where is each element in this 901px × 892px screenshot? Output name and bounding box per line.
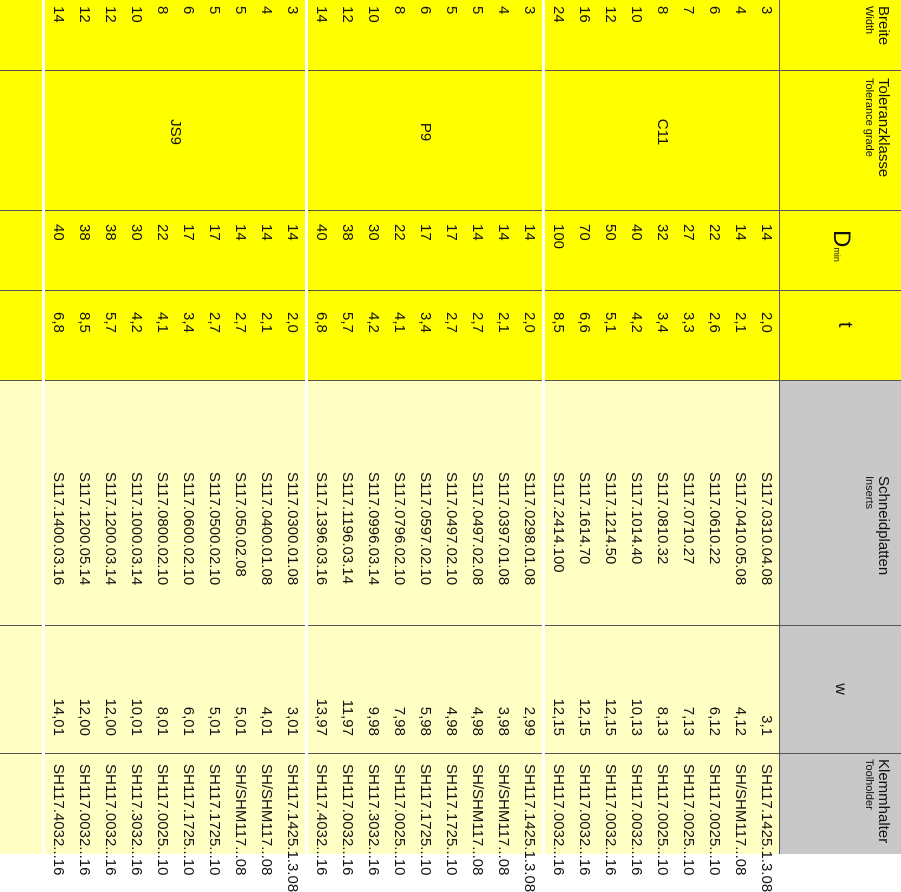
tolerance-header: Toleranzklasse Tolerance grade (863, 78, 892, 178)
t-cell: 2,6 (706, 312, 723, 333)
insert-cell: S117.1200.05.14 (76, 472, 93, 586)
table-row (279, 0, 305, 892)
w-cell: 12,15 (602, 698, 619, 736)
dmin-cell: 17 (180, 224, 197, 241)
width-cell: 14 (313, 6, 330, 23)
width-cell: 6 (417, 6, 434, 15)
w-cell: 3,98 (495, 706, 512, 736)
holder-cell: SH/SHM117...08 (732, 764, 749, 876)
holder-cell: SH117.0025...10 (154, 764, 171, 876)
holder-cell: SH117.0032...16 (550, 764, 567, 876)
width-cell: 12 (602, 6, 619, 23)
group-divider (42, 0, 45, 854)
width-cell: 16 (576, 6, 593, 23)
holder-cell: SH117.4032...16 (50, 764, 67, 876)
insert-cell: S117.0597.02.10 (417, 472, 434, 586)
width-cell: 5 (443, 6, 460, 15)
width-cell: 3 (758, 6, 775, 15)
insert-cell: S117.0310.04.08 (758, 472, 775, 586)
w-cell: 6,12 (706, 706, 723, 736)
width-cell: 12 (76, 6, 93, 23)
insert-cell: S117.1200.03.14 (102, 472, 119, 586)
holder-cell: SH/SHM117...08 (469, 764, 486, 876)
width-cell: 5 (232, 6, 249, 15)
holder-cell: SH117.1725...10 (206, 764, 223, 876)
t-cell: 5,7 (102, 312, 119, 333)
insert-cell: S117.0500.02.10 (206, 472, 223, 586)
dmin-cell: 14 (284, 224, 301, 241)
dmin-cell: 22 (706, 224, 723, 241)
t-cell: 2,1 (732, 312, 749, 333)
table-row (464, 0, 490, 876)
table-row (123, 0, 149, 876)
tolerance-group-label: C11 (654, 118, 671, 146)
width-cell: 5 (206, 6, 223, 15)
table-row (253, 0, 279, 876)
holder-cell: SH117.0032...16 (339, 764, 356, 876)
holder-cell: SH117.1725...10 (180, 764, 197, 876)
table-row (201, 0, 227, 876)
insert-cell: S117.0996.03.14 (365, 472, 382, 586)
t-header: t (834, 322, 856, 328)
tolerance-group-label: JS9 (167, 119, 184, 145)
width-cell: 10 (365, 6, 382, 23)
table-row (675, 0, 701, 876)
w-cell: 12,15 (576, 698, 593, 736)
insert-cell: S117.050.02.08 (232, 472, 249, 577)
dmin-cell: 14 (521, 224, 538, 241)
table-row (360, 0, 386, 876)
table-row (334, 0, 360, 876)
w-cell: 4,98 (443, 706, 460, 736)
t-cell: 3,4 (417, 312, 434, 333)
width-header: Breite Width (863, 6, 892, 46)
width-cell: 8 (391, 6, 408, 15)
w-cell: 12,00 (102, 698, 119, 736)
insert-cell: S117.0300.01.08 (284, 472, 301, 586)
insert-cell: S117.0710.27 (680, 472, 697, 565)
tolerance-group-label: P9 (417, 122, 434, 142)
table-row (516, 0, 542, 892)
holder-cell: SH117.1425.1.3.08 (758, 764, 775, 892)
dmin-cell: 38 (76, 224, 93, 241)
insert-cell: S117.1000.03.14 (128, 472, 145, 586)
width-cell: 12 (102, 6, 119, 23)
width-cell: 14 (50, 6, 67, 23)
toolholder-header: Klemmhalter Toolholder (779, 753, 901, 854)
holder-cell: SH117.0025...10 (680, 764, 697, 876)
t-cell: 5,1 (602, 312, 619, 333)
dmin-cell: 30 (365, 224, 382, 241)
dmin-cell: 14 (732, 224, 749, 241)
t-cell: 4,2 (628, 312, 645, 333)
insert-cell: S117.0800.02.10 (154, 472, 171, 586)
w-cell: 10,01 (128, 698, 145, 736)
dmin-cell: 32 (654, 224, 671, 241)
dmin-cell: 22 (154, 224, 171, 241)
insert-cell: S117.1196.03.14 (339, 472, 356, 585)
holder-cell: SH/SHM117...08 (495, 764, 512, 876)
table-row (597, 0, 623, 876)
w-cell: 8,13 (654, 706, 671, 736)
w-cell: 7,13 (680, 706, 697, 736)
holder-cell: SH117.0025...10 (654, 764, 671, 876)
table-row (727, 0, 753, 876)
w-cell: 7,98 (391, 706, 408, 736)
t-cell: 2,1 (495, 312, 512, 333)
table-row (438, 0, 464, 876)
width-cell: 4 (732, 6, 749, 15)
w-cell: 14,01 (50, 698, 67, 736)
dmin-cell: 17 (417, 224, 434, 241)
dmin-cell: 14 (758, 224, 775, 241)
insert-cell: S117.0610.22 (706, 472, 723, 565)
insert-cell: S117.0397.01.08 (495, 472, 512, 586)
t-cell: 2,0 (758, 312, 775, 333)
holder-cell: SH117.1425.1.3.08 (284, 764, 301, 892)
t-cell: 2,7 (206, 312, 223, 333)
width-cell: 24 (550, 6, 567, 23)
dmin-cell: 14 (232, 224, 249, 241)
holder-cell: SH117.1425.1.3.08 (521, 764, 538, 892)
width-cell: 8 (654, 6, 671, 15)
holder-cell: SH/SHM117...08 (258, 764, 275, 876)
width-cell: 8 (154, 6, 171, 15)
dmin-cell: 14 (469, 224, 486, 241)
t-cell: 5,7 (339, 312, 356, 333)
inserts-header: Schneidplatten Inserts (779, 380, 901, 625)
w-cell: 9,98 (365, 706, 382, 736)
width-cell: 3 (284, 6, 301, 15)
table-row (45, 0, 71, 876)
w-cell: 11,97 (339, 699, 356, 736)
table-row (490, 0, 516, 876)
t-cell: 2,0 (521, 312, 538, 333)
w-cell: 5,98 (417, 706, 434, 736)
t-cell: 2,7 (469, 312, 486, 333)
w-cell: 12,15 (550, 698, 567, 736)
t-cell: 2,7 (443, 312, 460, 333)
insert-cell: S117.0600.02.10 (180, 472, 197, 586)
t-cell: 4,2 (128, 312, 145, 333)
group-divider (305, 0, 308, 854)
dmin-cell: 100 (550, 224, 567, 250)
holder-cell: SH117.1725...10 (443, 764, 460, 876)
width-cell: 5 (469, 6, 486, 15)
dmin-cell: 70 (576, 224, 593, 241)
insert-cell: S117.0410.05.08 (732, 472, 749, 586)
group-divider (542, 0, 545, 854)
dmin-cell: 17 (206, 224, 223, 241)
width-cell: 12 (339, 6, 356, 23)
width-cell: 3 (521, 6, 538, 15)
insert-cell: S117.0796.02.10 (391, 472, 408, 586)
table-row (545, 0, 571, 876)
w-cell: 10,13 (628, 698, 645, 736)
holder-cell: SH117.0025...10 (391, 764, 408, 876)
w-cell: 5,01 (232, 706, 249, 736)
holder-cell: SH117.4032...16 (313, 764, 330, 876)
insert-cell: S117.1396.03.16 (313, 472, 330, 586)
holder-cell: SH117.0032...16 (628, 764, 645, 876)
table-row (701, 0, 727, 876)
width-cell: 10 (628, 6, 645, 23)
width-cell: 6 (706, 6, 723, 15)
w-cell: 4,12 (732, 706, 749, 736)
dmin-header: Dmin (828, 230, 855, 262)
w-cell: 4,98 (469, 706, 486, 736)
t-cell: 3,4 (180, 312, 197, 333)
t-cell: 8,5 (76, 312, 93, 333)
dmin-cell: 22 (391, 224, 408, 241)
holder-cell: SH117.0025...10 (706, 764, 723, 876)
table-row (386, 0, 412, 876)
holder-cell: SH117.3032...16 (365, 764, 382, 876)
t-cell: 2,0 (284, 312, 301, 333)
dmin-cell: 38 (102, 224, 119, 241)
insert-cell: S117.0298.01.08 (521, 472, 538, 586)
table-row (753, 0, 779, 892)
holder-cell: SH117.1725...10 (417, 764, 434, 876)
t-cell: 4,2 (365, 312, 382, 333)
t-cell: 6,8 (50, 312, 67, 333)
dmin-cell: 50 (602, 224, 619, 241)
t-cell: 6,6 (576, 312, 593, 333)
dmin-cell: 27 (680, 224, 697, 241)
dmin-cell: 17 (443, 224, 460, 241)
table-row (308, 0, 334, 876)
holder-cell: SH117.3032...16 (128, 764, 145, 876)
t-cell: 3,4 (654, 312, 671, 333)
w-cell: 3,01 (284, 706, 301, 736)
holder-cell: SH117.0032...16 (102, 764, 119, 876)
w-cell: 5,01 (206, 706, 223, 736)
width-cell: 4 (258, 6, 275, 15)
holder-cell: SH117.0032...16 (576, 764, 593, 876)
insert-cell: S117.0400.01.08 (258, 472, 275, 586)
holder-cell: SH117.0032...16 (76, 764, 93, 876)
t-cell: 8,5 (550, 312, 567, 333)
insert-cell: S117.0497.02.08 (469, 472, 486, 586)
width-cell: 6 (180, 6, 197, 15)
dmin-cell: 14 (258, 224, 275, 241)
insert-cell: S117.2414.100 (550, 472, 567, 573)
holder-cell: SH117.0032...16 (602, 764, 619, 876)
width-cell: 10 (128, 6, 145, 23)
dmin-cell: 40 (313, 224, 330, 241)
t-cell: 2,1 (258, 312, 275, 333)
w-cell: 6,01 (180, 706, 197, 736)
insert-cell: S117.1614.70 (576, 472, 593, 565)
insert-cell: S117.1014.40 (628, 472, 645, 565)
width-cell: 7 (680, 6, 697, 15)
t-cell: 2,7 (232, 312, 249, 333)
w-cell: 2,99 (521, 706, 538, 736)
dmin-cell: 14 (495, 224, 512, 241)
insert-cell: S117.0810.32 (654, 472, 671, 565)
t-cell: 3,3 (680, 312, 697, 333)
t-cell: 6,8 (313, 312, 330, 333)
w-cell: 12,00 (76, 698, 93, 736)
dmin-cell: 30 (128, 224, 145, 241)
t-cell: 4,1 (391, 312, 408, 333)
table-row (71, 0, 97, 876)
width-cell: 4 (495, 6, 512, 15)
t-cell: 4,1 (154, 312, 171, 333)
insert-cell: S117.0497.02.10 (443, 472, 460, 586)
holder-cell: SH/SHM117...08 (232, 764, 249, 876)
table-row (97, 0, 123, 876)
table-row (227, 0, 253, 876)
insert-cell: S117.1214.50 (602, 472, 619, 565)
dmin-cell: 38 (339, 224, 356, 241)
w-cell: 4,01 (258, 706, 275, 736)
dmin-cell: 40 (50, 224, 67, 241)
table-row (571, 0, 597, 876)
w-cell: 3,1 (758, 715, 775, 736)
dmin-cell: 40 (628, 224, 645, 241)
w-cell: 8,01 (154, 706, 171, 736)
w-header: w (779, 625, 901, 753)
table-row (623, 0, 649, 876)
w-cell: 13,97 (313, 698, 330, 736)
insert-cell: S117.1400.03.16 (50, 472, 67, 586)
